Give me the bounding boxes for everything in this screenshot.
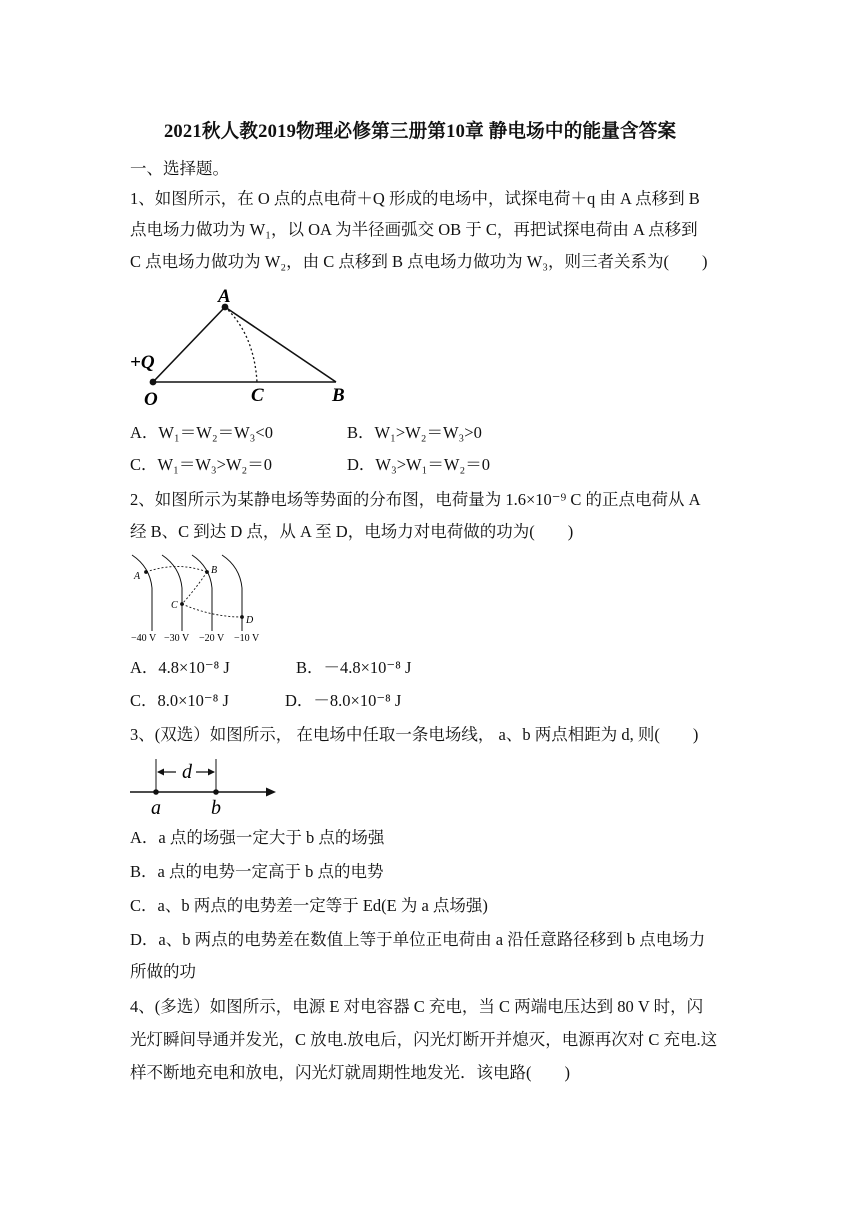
q3-label-b: b [211, 797, 221, 819]
q1-text-line3: C 点电场力做功为 W₂，由 C 点移到 B 点电场力做功为 W₃，则三者关系为( ) [130, 252, 708, 271]
q2-label-b: B [211, 565, 218, 576]
q2-label-a: A [134, 571, 141, 582]
q2-text-line1: 2、如图所示为某静电场等势面的分布图，电荷量为 1.6×10⁻⁹ C 的正点电荷从 A [130, 490, 701, 509]
q2-text-line2: 经 B、C 到达 D 点，从 A 至 D，电场力对电荷做的功为( ) [130, 522, 574, 541]
q1-label-charge: +Q [130, 352, 155, 373]
q2-label-c: C [171, 600, 178, 611]
q2-potential-2: −30 V [164, 633, 190, 644]
q2-option-c: C．8.0×10⁻⁸ J [130, 691, 229, 710]
q3-label-a: a [151, 797, 161, 819]
q1-label-c: C [251, 385, 264, 406]
section-heading: 一、选择题。 [130, 159, 229, 178]
q3-option-a: A．a 点的场强一定大于 b 点的场强 [130, 828, 385, 847]
q1-option-a: A．W₁＝W₂＝W₃<0 [130, 423, 273, 442]
q1-option-c: C．W₁＝W₃>W₂＝0 [130, 455, 273, 474]
q1-text-line1: 1、如图所示，在 O 点的点电荷＋Q 形成的电场中，试探电荷＋q 由 A 点移到 B [130, 189, 700, 208]
q2-potential-3: −20 V [199, 633, 225, 644]
q3-option-d-line2: 所做的功 [130, 962, 196, 981]
q2-potential-4: −10 V [234, 633, 260, 644]
q3-option-d-line1: D．a、b 两点的电势差在数值上等于单位正电荷由 a 沿任意路径移到 b 点电场力 [130, 930, 706, 949]
q3-figure [126, 754, 280, 820]
document-title: 2021秋人教2019物理必修第三册第10章 静电场中的能量含答案 [163, 121, 677, 142]
q4-text-line3: 样不断地充电和放电，闪光灯就周期性地发光．该电路( ) [130, 1063, 570, 1082]
q1-option-d: D．W₃>W₁＝W₂＝0 [347, 455, 490, 474]
q1-label-b: B [332, 385, 345, 406]
q3-text-line1: 3、(双选）如图所示， 在电场中任取一条电场线， a、b 两点相距为 d, 则( ) [130, 725, 699, 744]
q2-option-a: A．4.8×10⁻⁸ J [130, 658, 230, 677]
q1-label-a: A [218, 286, 231, 307]
q1-figure [126, 284, 356, 410]
q3-option-b: B．a 点的电势一定高于 b 点的电势 [130, 862, 384, 881]
q2-option-b: B．－4.8×10⁻⁸ J [296, 658, 412, 677]
q1-text-line2: 点电场力做功为 W₁，以 OA 为半径画弧交 OB 于 C，再把试探电荷由 A 点移到 [130, 220, 698, 239]
q1-label-o: O [144, 389, 158, 410]
q4-text-line1: 4、(多选）如图所示，电源 E 对电容器 C 充电，当 C 两端电压达到 80 V 时，闪 [130, 997, 704, 1016]
q1-option-b: B．W₁>W₂＝W₃>0 [347, 423, 482, 442]
q2-figure [126, 553, 278, 647]
q2-potential-1: −40 V [131, 633, 157, 644]
q3-label-d: d [182, 761, 192, 783]
q3-option-c: C．a、b 两点的电势差一定等于 Ed(E 为 a 点场强) [130, 896, 488, 915]
q2-label-d: D [246, 615, 254, 626]
q2-option-d: D．－8.0×10⁻⁸ J [285, 691, 402, 710]
q4-text-line2: 光灯瞬间导通并发光，C 放电.放电后，闪光灯断开并熄灭，电源再次对 C 充电.这 [130, 1030, 718, 1049]
